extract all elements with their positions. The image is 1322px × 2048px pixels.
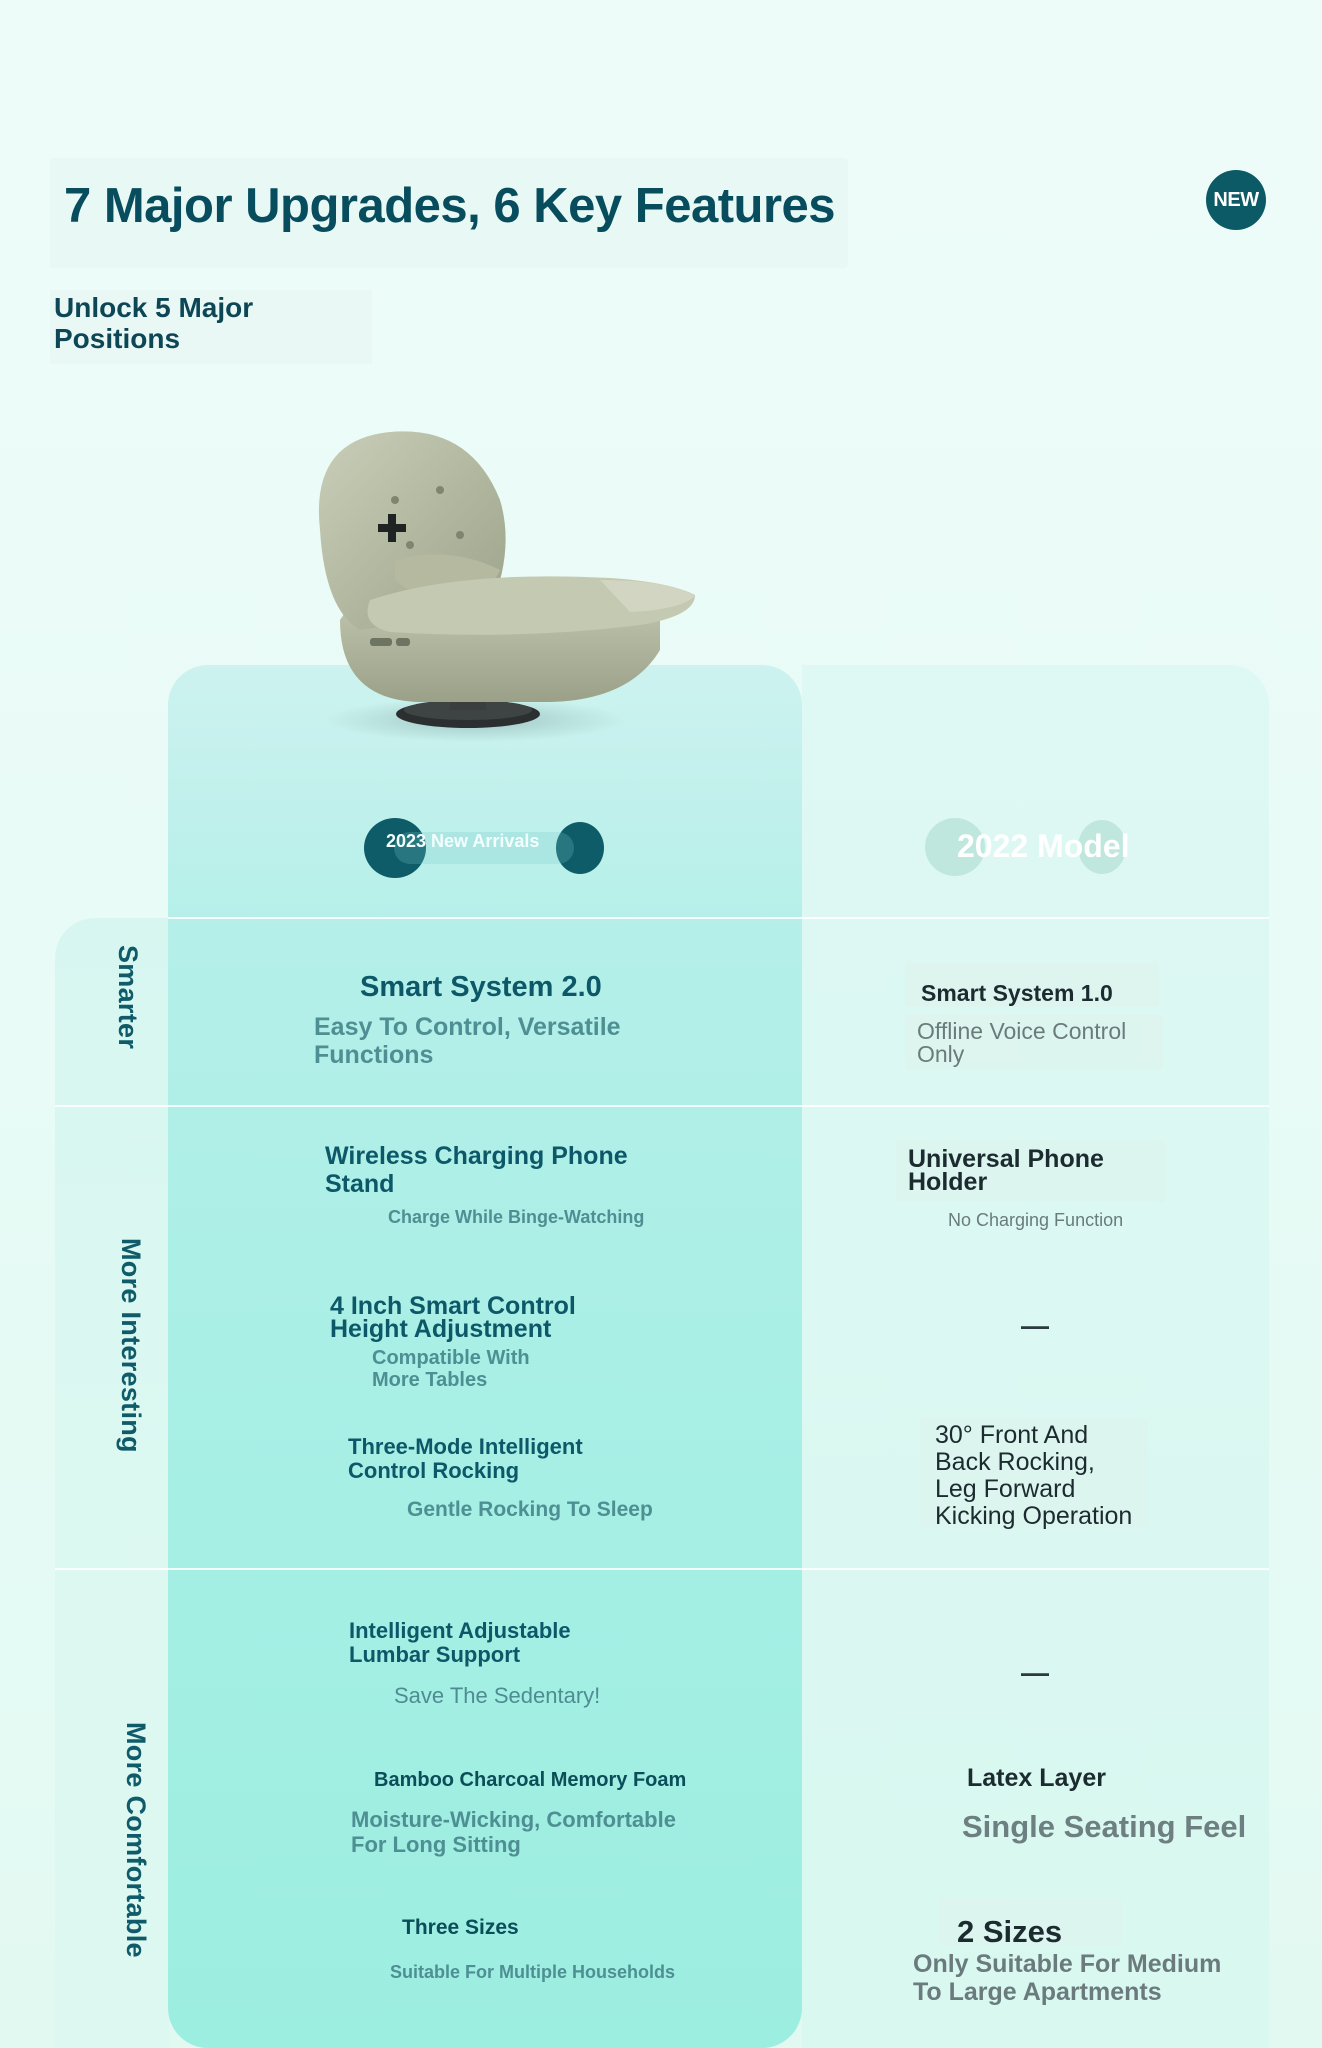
divider-2 — [55, 1105, 1269, 1107]
divider-1 — [168, 917, 1269, 919]
category-more-interesting: More Interesting — [116, 1238, 146, 1453]
2022-model-label: 2022 Model — [957, 828, 1130, 864]
lumbar-new-title: Intelligent Adjustable Lumbar Support — [349, 1618, 571, 1667]
divider-3 — [55, 1568, 1269, 1570]
phone-old-desc: No Charging Function — [948, 1210, 1124, 1230]
foam-new-desc: Moisture-Wicking, Comfortable For Long Sitting — [351, 1807, 676, 1857]
rocking-new-desc: Gentle Rocking To Sleep — [407, 1498, 653, 1521]
recliner-chair-illustration — [300, 420, 720, 750]
control-new-desc: Compatible With More Tables — [372, 1347, 530, 1391]
sizes-old-desc: Only Suitable For Medium To Large Apartments — [913, 1950, 1222, 2006]
category-side-band — [55, 918, 169, 2048]
smart-system-old-desc: Offline Voice Control Only — [917, 1018, 1127, 1067]
category-more-comfortable: More Comfortable — [121, 1722, 151, 1958]
smart-system-new-title: Smart System 2.0 — [360, 971, 602, 1003]
page-title: 7 Major Upgrades, 6 Key Features — [64, 179, 836, 233]
sizes-old-title: 2 Sizes — [957, 1914, 1063, 1949]
sizes-new-desc: Suitable For Multiple Households — [390, 1962, 676, 1982]
category-smarter: Smarter — [113, 945, 143, 1050]
lumbar-new-desc: Save The Sedentary! — [394, 1683, 601, 1708]
sizes-new-title: Three Sizes — [402, 1916, 519, 1939]
smart-system-new-desc: Easy To Control, Versatile Functions — [314, 1013, 621, 1069]
control-old-dash: — — [1021, 1310, 1049, 1341]
phone-new-title: Wireless Charging Phone Stand — [325, 1142, 628, 1198]
foam-old-title: Latex Layer — [967, 1764, 1106, 1792]
new-arrivals-label: 2023 New Arrivals — [386, 831, 540, 851]
rocking-new-title: Three-Mode Intelligent Control Rocking — [348, 1434, 583, 1483]
smart-system-old-title: Smart System 1.0 — [921, 980, 1113, 1006]
foam-old-desc: Single Seating Feel — [962, 1809, 1247, 1844]
phone-old-title: Universal Phone Holder — [908, 1145, 1104, 1196]
phone-new-desc: Charge While Binge-Watching — [388, 1207, 645, 1227]
rocking-old-desc: 30° Front And Back Rocking, Leg Forward Kicking Operation — [935, 1421, 1133, 1530]
subtitle: Unlock 5 Major Positions — [54, 292, 254, 354]
control-new-title: 4 Inch Smart Control Height Adjustment — [330, 1292, 576, 1343]
new-badge: NEW — [1206, 170, 1266, 230]
foam-new-title: Bamboo Charcoal Memory Foam — [374, 1769, 687, 1791]
lumbar-old-dash: — — [1021, 1657, 1049, 1688]
